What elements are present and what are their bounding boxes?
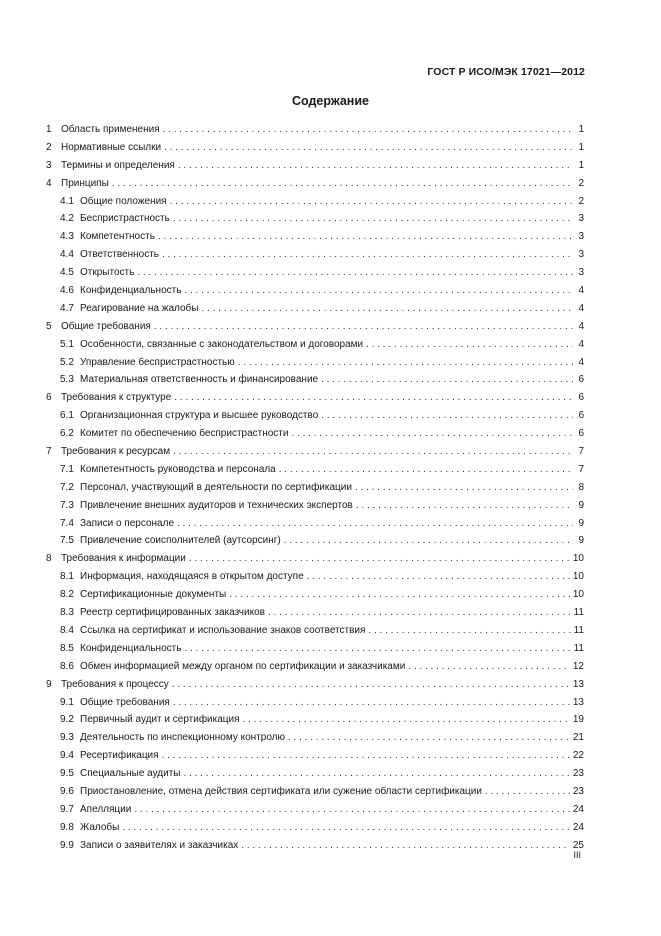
toc-entry[interactable] — [46, 389, 584, 407]
toc-entry[interactable] — [46, 658, 584, 676]
toc-entry[interactable] — [46, 300, 584, 318]
toc-entry[interactable] — [46, 157, 584, 175]
toc-entry[interactable] — [46, 711, 584, 729]
toc-entry-label: Реестр сертифицированных заказчиков — [80, 607, 265, 619]
toc-entry-number: 8.5 — [60, 642, 74, 654]
toc-entry-page: 10 — [572, 571, 584, 583]
toc-dot-leader — [163, 121, 573, 139]
toc-entry-page: 2 — [578, 177, 584, 189]
toc-entry-page: 1 — [578, 159, 584, 171]
toc-entry-number: 8.4 — [60, 624, 74, 636]
toc-entry-page: 8 — [578, 481, 584, 493]
toc-dot-leader — [134, 801, 570, 819]
toc-entry-page: 9 — [578, 499, 584, 511]
toc-entry-page: 4 — [578, 320, 584, 332]
toc-entry-number: 3 — [46, 159, 52, 171]
toc-entry[interactable] — [46, 246, 584, 264]
toc-entry-page: 1 — [578, 124, 584, 135]
toc-list — [46, 121, 584, 855]
toc-entry-label: Требования к ресурсам — [61, 446, 171, 458]
toc-entry-number: 2 — [46, 141, 52, 153]
toc-entry-page: 4 — [578, 338, 584, 350]
toc-dot-leader — [201, 300, 573, 318]
toc-entry-number: 4.6 — [60, 285, 74, 297]
toc-entry-number: 8.2 — [60, 589, 74, 601]
toc-dot-leader — [178, 157, 573, 175]
toc-entry-label: Требования к информации — [61, 553, 186, 565]
toc-dot-leader — [177, 515, 573, 533]
toc-entry[interactable] — [46, 443, 584, 461]
toc-entry-label: Организационная структура и высшее руководство — [80, 410, 319, 422]
toc-dot-leader — [137, 264, 573, 282]
toc-entry-page: 6 — [578, 392, 584, 404]
toc-entry[interactable] — [46, 425, 584, 443]
toc-dot-leader — [485, 783, 570, 801]
toc-dot-leader — [183, 765, 569, 783]
toc-entry-number: 8.1 — [60, 571, 74, 583]
toc-entry[interactable] — [46, 837, 584, 855]
toc-entry-page: 25 — [572, 839, 584, 851]
toc-entry[interactable] — [46, 336, 584, 354]
toc-dot-leader — [173, 443, 573, 461]
toc-dot-leader — [288, 729, 570, 747]
toc-entry-label: Компетентность — [80, 231, 155, 243]
toc-entry-number: 9.1 — [60, 696, 74, 708]
toc-entry-number: 9.6 — [60, 785, 74, 797]
toc-entry-label: Обмен информацией между органом по сертификации и заказчиками — [80, 660, 406, 672]
toc-entry[interactable] — [46, 783, 584, 801]
toc-entry[interactable] — [46, 497, 584, 515]
toc-entry-page: 11 — [573, 624, 584, 636]
toc-entry[interactable] — [46, 175, 584, 193]
toc-entry-number: 5.2 — [60, 356, 74, 368]
toc-dot-leader — [356, 497, 573, 515]
toc-entry[interactable] — [46, 819, 584, 837]
toc-entry-page: 4 — [578, 285, 584, 297]
toc-entry[interactable] — [46, 604, 584, 622]
toc-entry-number: 8 — [46, 553, 52, 565]
toc-entry-page: 4 — [578, 356, 584, 368]
toc-entry[interactable] — [46, 801, 584, 819]
toc-entry-label: Особенности, связанные с законодательством и договорами — [80, 338, 364, 350]
toc-dot-leader — [173, 694, 570, 712]
toc-entry-label: Принципы — [61, 177, 109, 189]
toc-entry-page: 3 — [578, 231, 584, 243]
toc-entry-number: 4.4 — [60, 249, 74, 261]
toc-entry-number: 9.9 — [60, 839, 74, 851]
toc-dot-leader — [321, 371, 573, 389]
toc-dot-leader — [162, 246, 573, 264]
toc-entry-number: 9.4 — [60, 750, 74, 762]
toc-entry-number: 9 — [46, 678, 52, 690]
toc-entry-label: Общие требования — [61, 320, 151, 332]
toc-entry-label: Термины и определения — [61, 159, 175, 171]
toc-entry-number: 7.5 — [60, 535, 74, 547]
toc-entry[interactable] — [46, 568, 584, 586]
toc-entry-label: Требования к процессу — [61, 678, 169, 690]
toc-dot-leader — [241, 837, 570, 855]
toc-dot-leader — [184, 282, 573, 300]
toc-entry-label: Беспристрастность — [80, 213, 170, 225]
toc-entry-label: Компетентность руководства и персонала — [80, 463, 276, 475]
toc-entry-number: 1 — [46, 124, 52, 135]
toc-title: Содержание — [291, 94, 369, 108]
toc-entry-page: 22 — [572, 750, 584, 762]
toc-dot-leader — [243, 711, 570, 729]
toc-entry-label: Ссылка на сертификат и использование знаков соответствия — [80, 624, 366, 636]
toc-entry-label: Первичный аудит и сертификация — [80, 714, 240, 726]
toc-entry-number: 5.1 — [60, 338, 74, 350]
toc-entry-page: 23 — [572, 768, 584, 780]
toc-dot-leader — [162, 747, 570, 765]
toc-entry-number: 7.4 — [60, 517, 74, 529]
toc-entry-number: 5 — [46, 320, 52, 332]
toc-entry-page: 12 — [572, 660, 584, 672]
toc-dot-leader — [307, 568, 570, 586]
toc-entry-label: Специальные аудиты — [80, 768, 181, 780]
toc-dot-leader — [268, 604, 571, 622]
toc-entry[interactable] — [46, 264, 584, 282]
toc-entry-label: Деятельность по инспекционному контролю — [80, 732, 285, 744]
toc-entry-label: Общие требования — [80, 696, 170, 708]
toc-entry-page: 10 — [572, 553, 584, 565]
toc-entry-number: 7.1 — [60, 463, 74, 475]
toc-dot-leader — [408, 658, 570, 676]
toc-entry-page: 7 — [578, 463, 584, 475]
toc-entry-number: 9.8 — [60, 821, 74, 833]
toc-dot-leader — [154, 318, 573, 336]
toc-dot-leader — [321, 407, 573, 425]
document-code: ГОСТ Р ИСО/МЭК 17021—2012 — [427, 66, 585, 78]
toc-entry-page: 13 — [572, 696, 584, 708]
toc-entry-page: 4 — [578, 302, 584, 314]
toc-entry[interactable] — [46, 193, 584, 211]
toc-entry-label: Жалобы — [80, 821, 120, 833]
toc-dot-leader — [366, 336, 573, 354]
toc-entry[interactable] — [46, 694, 584, 712]
toc-entry[interactable] — [46, 479, 584, 497]
toc-entry-number: 8.3 — [60, 607, 74, 619]
toc-entry[interactable] — [46, 282, 584, 300]
toc-entry-number: 4.3 — [60, 231, 74, 243]
toc-entry-page: 9 — [578, 517, 584, 529]
toc-entry[interactable] — [46, 729, 584, 747]
toc-entry-page: 6 — [578, 428, 584, 440]
toc-entry-label: Управление беспристрастностью — [80, 356, 235, 368]
toc-entry-page: 10 — [572, 589, 584, 601]
toc-entry-page: 7 — [578, 446, 584, 458]
toc-entry[interactable] — [46, 550, 584, 568]
toc-entry[interactable] — [46, 371, 584, 389]
toc-entry-label: Информация, находящаяся в открытом доступе — [80, 571, 304, 583]
toc-entry-number: 4.5 — [60, 267, 74, 279]
toc-entry-number: 8.6 — [60, 660, 74, 672]
toc-entry-number: 4.2 — [60, 213, 74, 225]
toc-entry[interactable] — [46, 747, 584, 765]
toc-entry-label: Конфиденциальность — [80, 642, 182, 654]
toc-dot-leader — [238, 354, 573, 372]
toc-dot-leader — [112, 175, 573, 193]
toc-entry-page: 3 — [578, 249, 584, 261]
toc-entry-number: 5.3 — [60, 374, 74, 386]
page-number: III — [573, 850, 581, 860]
toc-entry[interactable] — [46, 228, 584, 246]
toc-entry[interactable] — [46, 121, 584, 139]
toc-entry-label: Ресертификация — [80, 750, 159, 762]
toc-entry-page: 3 — [578, 213, 584, 225]
toc-dot-leader — [189, 550, 570, 568]
toc-entry-page: 3 — [578, 267, 584, 279]
toc-entry-number: 9.7 — [60, 803, 74, 815]
toc-entry-page: 13 — [572, 678, 584, 690]
toc-entry-label: Открытость — [80, 267, 135, 279]
toc-entry[interactable] — [46, 407, 584, 425]
toc-entry-number: 7 — [46, 446, 52, 458]
toc-dot-leader — [368, 622, 570, 640]
toc-entry-page: 9 — [578, 535, 584, 547]
toc-dot-leader — [184, 640, 570, 658]
toc-dot-leader — [229, 586, 570, 604]
toc-entry-label: Комитет по обеспечению беспристрастности — [80, 428, 289, 440]
toc-entry-label: Записи о заявителях и заказчиках — [80, 839, 239, 851]
toc-entry-label: Приостановление, отмена действия сертификата или сужение области сертификации — [80, 785, 482, 797]
toc-entry-number: 7.3 — [60, 499, 74, 511]
toc-entry-number: 9.3 — [60, 732, 74, 744]
toc-entry-page: 2 — [578, 195, 584, 207]
toc-dot-leader — [122, 819, 570, 837]
toc-entry[interactable] — [46, 210, 584, 228]
toc-entry[interactable] — [46, 532, 584, 550]
toc-entry[interactable] — [46, 622, 584, 640]
toc-entry-label: Область применения — [61, 124, 160, 135]
toc-entry-page: 6 — [578, 410, 584, 422]
toc-entry-label: Ответственность — [80, 249, 159, 261]
toc-entry-label: Материальная ответственность и финансирование — [80, 374, 319, 386]
toc-entry-label: Персонал, участвующий в деятельности по сертификации — [80, 481, 352, 493]
toc-dot-leader — [158, 228, 573, 246]
toc-dot-leader — [164, 139, 573, 157]
toc-entry-page: 24 — [572, 803, 584, 815]
toc-entry-label: Требования к структуре — [61, 392, 172, 404]
toc-entry-number: 6.2 — [60, 428, 74, 440]
toc-dot-leader — [291, 425, 573, 443]
toc-dot-leader — [170, 193, 573, 211]
toc-entry-page: 24 — [572, 821, 584, 833]
toc-entry[interactable] — [46, 640, 584, 658]
toc-dot-leader — [279, 461, 573, 479]
toc-entry-label: Сертификационные документы — [80, 589, 227, 601]
toc-entry-page: 11 — [573, 607, 584, 619]
toc-entry-page: 19 — [572, 714, 584, 726]
toc-entry-label: Записи о персонале — [80, 517, 174, 529]
toc-entry-page: 23 — [572, 785, 584, 797]
toc-dot-leader — [355, 479, 573, 497]
toc-entry-number: 7.2 — [60, 481, 74, 493]
toc-entry[interactable] — [46, 461, 584, 479]
toc-entry[interactable] — [46, 586, 584, 604]
toc-entry[interactable] — [46, 354, 584, 372]
toc-entry-number: 9.2 — [60, 714, 74, 726]
toc-entry[interactable] — [46, 676, 584, 694]
toc-entry-page: 21 — [572, 732, 584, 744]
toc-entry-number: 6.1 — [60, 410, 74, 422]
toc-dot-leader — [174, 389, 573, 407]
toc-entry-page: 11 — [573, 642, 584, 654]
toc-entry[interactable] — [46, 318, 584, 336]
toc-entry-label: Нормативные ссылки — [61, 141, 162, 153]
toc-entry-label: Общие положения — [80, 195, 167, 207]
toc-dot-leader — [284, 532, 573, 550]
toc-entry-label: Привлечение внешних аудиторов и технических экспертов — [80, 499, 353, 511]
toc-entry-label: Привлечение соисполнителей (аутсорсинг) — [80, 535, 281, 547]
toc-entry-page: 1 — [578, 141, 584, 153]
toc-entry-number: 4.7 — [60, 302, 74, 314]
toc-dot-leader — [172, 676, 570, 694]
toc-entry-label: Конфиденциальность — [80, 285, 182, 297]
toc-entry-page: 6 — [578, 374, 584, 386]
toc-entry[interactable] — [46, 139, 584, 157]
toc-entry[interactable] — [46, 765, 584, 783]
toc-entry-number: 4.1 — [60, 195, 74, 207]
toc-entry-label: Реагирование на жалобы — [80, 302, 199, 314]
toc-entry[interactable] — [46, 515, 584, 533]
toc-dot-leader — [173, 210, 573, 228]
toc-entry-number: 4 — [46, 177, 52, 189]
toc-entry-number: 9.5 — [60, 768, 74, 780]
toc-entry-number: 6 — [46, 392, 52, 404]
toc-entry-label: Апелляции — [80, 803, 132, 815]
